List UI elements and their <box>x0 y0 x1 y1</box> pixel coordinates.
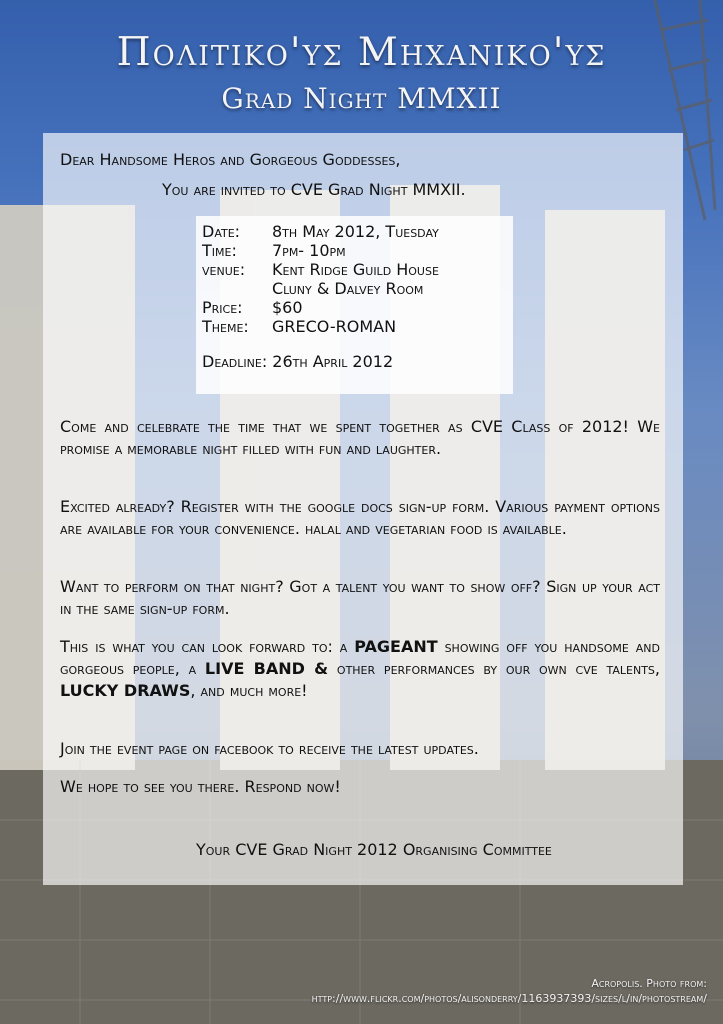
photo-credit-url: http://www.flickr.com/photos/alisonderry/1163937393/sizes/l/in/photostream/ <box>311 992 707 1005</box>
invite-line: You are invited to CVE Grad Night MMXII. <box>162 180 466 199</box>
highlight-live-band: LIVE BAND & <box>204 659 329 678</box>
detail-label-time: Time: <box>202 241 237 260</box>
detail-label-theme: Theme: <box>202 317 249 336</box>
paragraph-respond: We hope to see you there. Respond now! <box>60 777 341 796</box>
highlights-text-3: other performances by our own cve talents, <box>328 659 660 678</box>
event-details-box <box>196 216 513 394</box>
paragraph-celebrate: Come and celebrate the time that we spent together as CVE Class of 2012! We promise a memorable night filled with fun and laughter. <box>60 417 660 458</box>
detail-row-price <box>202 298 513 317</box>
registration-deadline: Deadline: 26th April 2012 <box>202 352 394 371</box>
paragraph-perform: Want to perform on that night? Got a talent you want to show off? Sign up your act in the same sign-up form. <box>60 577 660 618</box>
highlights-text-4: , and much more! <box>190 681 308 700</box>
poster-subtitle: Grad Night MMXII <box>221 82 502 115</box>
detail-label-price: Price: <box>202 298 243 317</box>
highlight-lucky-draws: LUCKY DRAWS <box>60 681 191 700</box>
photo-credit-label: Acropolis. Photo from: <box>591 977 707 990</box>
highlight-pageant: PAGEANT <box>354 637 438 656</box>
detail-value-price: $60 <box>272 298 303 317</box>
paragraph-highlights <box>60 636 660 702</box>
detail-row-venue <box>202 260 513 279</box>
signature: Your CVE Grad Night 2012 Organising Committee <box>196 840 552 859</box>
highlights-text-1: This is what you can look forward to: a <box>60 637 355 656</box>
detail-label-venue: venue: <box>202 260 246 279</box>
paragraph-facebook: Join the event page on facebook to receive the latest updates. <box>60 739 479 758</box>
detail-row-theme <box>202 317 513 336</box>
detail-value-time: 7pm- 10pm <box>272 241 346 260</box>
detail-value-theme: GRECO-ROMAN <box>272 317 397 336</box>
poster-title: Πολιτικο'υς Μηχανικο'υς <box>116 30 607 75</box>
detail-row-date <box>202 222 513 241</box>
paragraph-register: Excited already? Register with the google docs sign-up form. Various payment options are available for your convenience. halal and vegetarian food is available. <box>60 497 660 538</box>
photo-credit <box>312 976 707 1006</box>
detail-label-date: Date: <box>202 222 241 241</box>
detail-value-venue: Kent Ridge Guild House <box>272 260 439 279</box>
detail-value-venue-room: Cluny & Dalvey Room <box>272 279 424 298</box>
detail-value-date: 8th May 2012, Tuesday <box>272 222 439 241</box>
highlights-text-2: showing off you handsome and gorgeous people, a <box>60 637 660 678</box>
detail-row-time <box>202 241 513 260</box>
greeting: Dear Handsome Heros and Gorgeous Goddesses, <box>60 150 401 169</box>
